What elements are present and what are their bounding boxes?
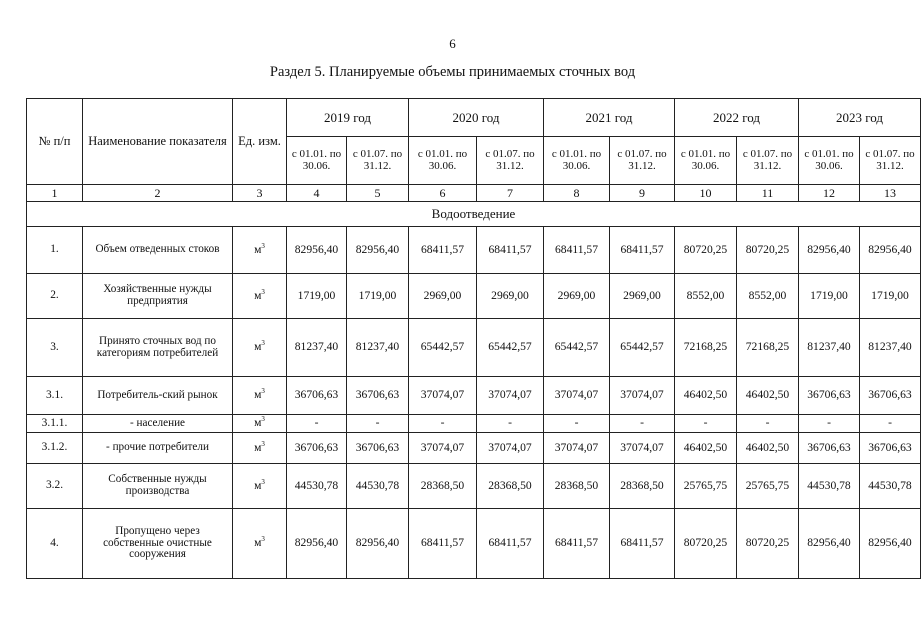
value-cell: 44530,78 [347, 464, 409, 509]
column-number: 2 [83, 185, 233, 202]
row-unit [233, 464, 287, 509]
column-number: 3 [233, 185, 287, 202]
unit-base: м [254, 417, 262, 430]
value-cell: 2969,00 [610, 274, 675, 319]
value-cell: 82956,40 [347, 227, 409, 274]
value-cell: 68411,57 [477, 227, 544, 274]
row-name: - прочие потребители [83, 433, 233, 464]
value-cell: 36706,63 [347, 433, 409, 464]
column-number: 10 [675, 185, 737, 202]
header-period: с 01.07. по 31.12. [477, 137, 544, 185]
row-number: 1. [27, 227, 83, 274]
section-label: Водоотведение [27, 202, 921, 227]
header-period: с 01.01. по 30.06. [544, 137, 610, 185]
column-number: 13 [860, 185, 921, 202]
row-unit [233, 274, 287, 319]
value-cell: 68411,57 [610, 227, 675, 274]
value-cell: 82956,40 [799, 227, 860, 274]
value-cell: 28368,50 [544, 464, 610, 509]
value-cell: 28368,50 [610, 464, 675, 509]
value-cell: - [544, 415, 610, 433]
value-cell: 46402,50 [737, 377, 799, 415]
value-cell: 65442,57 [610, 319, 675, 377]
row-unit [233, 415, 287, 433]
unit-exponent: 3 [261, 339, 265, 348]
value-cell: - [737, 415, 799, 433]
unit-exponent: 3 [261, 242, 265, 251]
value-cell: 28368,50 [409, 464, 477, 509]
header-period: с 01.07. по 31.12. [347, 137, 409, 185]
value-cell: 68411,57 [477, 509, 544, 579]
unit-exponent: 3 [261, 440, 265, 449]
value-cell: 36706,63 [860, 377, 921, 415]
row-number: 4. [27, 509, 83, 579]
value-cell: 37074,07 [610, 377, 675, 415]
row-name: Пропущено через собственные очистные сооружения [83, 509, 233, 579]
unit-base: м [254, 243, 262, 256]
value-cell: 44530,78 [860, 464, 921, 509]
value-cell: 36706,63 [287, 433, 347, 464]
value-cell: 2969,00 [409, 274, 477, 319]
unit-base: м [254, 341, 262, 354]
value-cell: 68411,57 [610, 509, 675, 579]
value-cell: - [477, 415, 544, 433]
column-number: 9 [610, 185, 675, 202]
row-name: Принято сточных вод по категориям потребителей [83, 319, 233, 377]
header-unit: Ед. изм. [233, 99, 287, 185]
table-row [27, 509, 921, 579]
value-cell: 65442,57 [544, 319, 610, 377]
header-year: 2023 год [799, 99, 921, 137]
value-cell: 80720,25 [737, 227, 799, 274]
header-period: с 01.07. по 31.12. [610, 137, 675, 185]
value-cell: - [287, 415, 347, 433]
row-number: 3.1.1. [27, 415, 83, 433]
value-cell: 72168,25 [675, 319, 737, 377]
row-unit [233, 509, 287, 579]
unit-base: м [254, 289, 262, 302]
value-cell: 68411,57 [409, 227, 477, 274]
row-number: 3. [27, 319, 83, 377]
row-unit [233, 433, 287, 464]
value-cell: 68411,57 [544, 509, 610, 579]
value-cell: 37074,07 [610, 433, 675, 464]
header-year: 2020 год [409, 99, 544, 137]
column-number: 11 [737, 185, 799, 202]
table-row [27, 227, 921, 274]
column-number: 1 [27, 185, 83, 202]
value-cell: 80720,25 [675, 509, 737, 579]
value-cell: 82956,40 [287, 227, 347, 274]
value-cell: - [675, 415, 737, 433]
row-unit [233, 377, 287, 415]
unit-base: м [254, 441, 262, 454]
table-row [27, 415, 921, 433]
value-cell: 8552,00 [737, 274, 799, 319]
header-period: с 01.07. по 31.12. [737, 137, 799, 185]
column-number: 12 [799, 185, 860, 202]
value-cell: 25765,75 [737, 464, 799, 509]
row-number: 3.1.2. [27, 433, 83, 464]
value-cell: 65442,57 [409, 319, 477, 377]
column-number: 7 [477, 185, 544, 202]
unit-exponent: 3 [261, 415, 265, 424]
value-cell: 36706,63 [799, 433, 860, 464]
value-cell: 25765,75 [675, 464, 737, 509]
value-cell: 28368,50 [477, 464, 544, 509]
value-cell: 81237,40 [287, 319, 347, 377]
page-number: 6 [449, 36, 456, 51]
value-cell: 82956,40 [860, 509, 921, 579]
row-name: - население [83, 415, 233, 433]
value-cell: 36706,63 [347, 377, 409, 415]
value-cell: 68411,57 [544, 227, 610, 274]
value-cell: 82956,40 [799, 509, 860, 579]
wastewater-table [26, 98, 921, 579]
value-cell: 44530,78 [287, 464, 347, 509]
row-name: Потребитель-ский рынок [83, 377, 233, 415]
table-row [27, 464, 921, 509]
value-cell: 1719,00 [347, 274, 409, 319]
value-cell: 82956,40 [347, 509, 409, 579]
value-cell: - [860, 415, 921, 433]
value-cell: 2969,00 [477, 274, 544, 319]
header-name: Наименование показателя [83, 99, 233, 185]
row-number: 2. [27, 274, 83, 319]
header-year: 2021 год [544, 99, 675, 137]
value-cell: 81237,40 [799, 319, 860, 377]
unit-exponent: 3 [261, 288, 265, 297]
table-row [27, 433, 921, 464]
value-cell: 36706,63 [799, 377, 860, 415]
value-cell: 37074,07 [477, 377, 544, 415]
value-cell: 8552,00 [675, 274, 737, 319]
unit-base: м [254, 537, 262, 550]
value-cell: 36706,63 [287, 377, 347, 415]
document-title: Раздел 5. Планируемые объемы принимаемых сточных вод [269, 64, 636, 80]
value-cell: 37074,07 [544, 433, 610, 464]
row-name: Объем отведенных стоков [83, 227, 233, 274]
table-row [27, 274, 921, 319]
value-cell: 81237,40 [860, 319, 921, 377]
value-cell: 68411,57 [409, 509, 477, 579]
table-row [27, 377, 921, 415]
value-cell: 46402,50 [737, 433, 799, 464]
value-cell: 80720,25 [737, 509, 799, 579]
row-unit [233, 227, 287, 274]
value-cell: 36706,63 [860, 433, 921, 464]
value-cell: - [799, 415, 860, 433]
value-cell: 46402,50 [675, 377, 737, 415]
table-row [27, 319, 921, 377]
value-cell: 82956,40 [860, 227, 921, 274]
header-period: с 01.01. по 30.06. [799, 137, 860, 185]
row-number: 3.2. [27, 464, 83, 509]
header-num: № п/п [27, 99, 83, 185]
column-number: 5 [347, 185, 409, 202]
row-name: Хозяйственные нужды предприятия [83, 274, 233, 319]
column-number: 6 [409, 185, 477, 202]
section-row [27, 202, 921, 227]
column-number-row [27, 185, 921, 202]
header-year: 2022 год [675, 99, 799, 137]
value-cell: - [347, 415, 409, 433]
value-cell: - [409, 415, 477, 433]
unit-exponent: 3 [261, 387, 265, 396]
value-cell: 1719,00 [860, 274, 921, 319]
header-period: с 01.07. по 31.12. [860, 137, 921, 185]
value-cell: 81237,40 [347, 319, 409, 377]
unit-exponent: 3 [261, 478, 265, 487]
value-cell: 46402,50 [675, 433, 737, 464]
unit-base: м [254, 479, 262, 492]
value-cell: 37074,07 [409, 433, 477, 464]
row-name: Собственные нужды производства [83, 464, 233, 509]
unit-base: м [254, 389, 262, 402]
column-number: 8 [544, 185, 610, 202]
header-year: 2019 год [287, 99, 409, 137]
value-cell: 37074,07 [477, 433, 544, 464]
value-cell: - [610, 415, 675, 433]
value-cell: 72168,25 [737, 319, 799, 377]
header-period: с 01.01. по 30.06. [409, 137, 477, 185]
header-period: с 01.01. по 30.06. [675, 137, 737, 185]
row-number: 3.1. [27, 377, 83, 415]
value-cell: 1719,00 [287, 274, 347, 319]
unit-exponent: 3 [261, 535, 265, 544]
header-period: с 01.01. по 30.06. [287, 137, 347, 185]
value-cell: 2969,00 [544, 274, 610, 319]
value-cell: 37074,07 [544, 377, 610, 415]
column-number: 4 [287, 185, 347, 202]
value-cell: 37074,07 [409, 377, 477, 415]
value-cell: 65442,57 [477, 319, 544, 377]
value-cell: 82956,40 [287, 509, 347, 579]
value-cell: 1719,00 [799, 274, 860, 319]
value-cell: 44530,78 [799, 464, 860, 509]
row-unit [233, 319, 287, 377]
value-cell: 80720,25 [675, 227, 737, 274]
